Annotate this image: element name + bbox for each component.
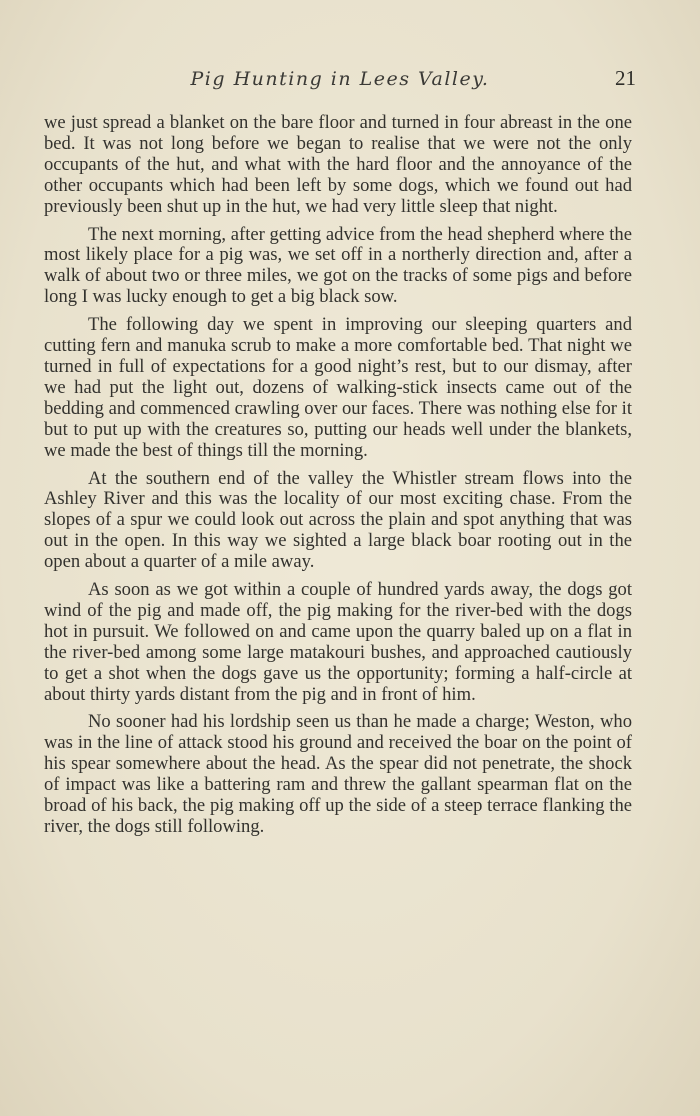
page-header	[44, 68, 636, 98]
paragraph-6: No sooner had his lordship seen us than he made a charge; Weston, who was in the line of attack stood his ground and received the boar on the point of his spear somewhere about the head. As the spear did not penetrate, the shock of impact was like a battering ram and threw the gallant spearman flat on the broad of his back, the pig making off up the side of a steep terrace flanking the river, the dogs still following.	[44, 711, 632, 837]
body-text	[44, 113, 632, 845]
paragraph-1: we just spread a blanket on the bare floor and turned in four abreast in the one bed. It was not long before we began to realise that we were not the only occupants of the hut, and what with the hard floor and the annoyance of the other occupants which had been left by some dogs, which we found out had previously been shut up in the hut, we had very little sleep that night.	[44, 112, 632, 217]
paragraph-4: At the southern end of the valley the Whistler stream flows into the Ashley River and this was the locality of our most exciting chase. From the slopes of a spur we could look out across the plain and spot anything that was out in the open. In this way we sighted a large black boar rooting out in the open about a quarter of a mile away.	[44, 467, 632, 573]
running-title: Pig Hunting in Lees Valley.	[190, 68, 490, 90]
page-number: 21	[615, 66, 636, 90]
paragraph-5: As soon as we got within a couple of hundred yards away, the dogs got wind of the pig and made off, the pig making for the river-bed with the dogs hot in pursuit. We followed on and came upon the quarry baled up on a flat in the river-bed among some large matakouri bushes, and approached cautiously to get a shot when the dogs gave us the opportunity; forming a half-circle at about thirty yards distant from the pig and in front of him.	[44, 579, 632, 705]
paragraph-3: The following day we spent in improving our sleeping quarters and cutting fern and manuka scrub to make a more comfortable bed. That night we turned in full of expectations for a good night’s rest, but to our dismay, after we had put the light out, dozens of walking-stick insects came out of the bedding and commenced crawling over our faces. There was nothing else for it but to put up with the creatures so, putting our heads well under the blankets, we made the best of things till the morning.	[44, 314, 632, 461]
paragraph-2: The next morning, after getting advice from the head shepherd where the most likely place for a pig was, we set off in a northerly direction and, after a walk of about two or three miles, we got on the tracks of some pigs and before long I was lucky enough to get a big black sow.	[44, 223, 632, 308]
